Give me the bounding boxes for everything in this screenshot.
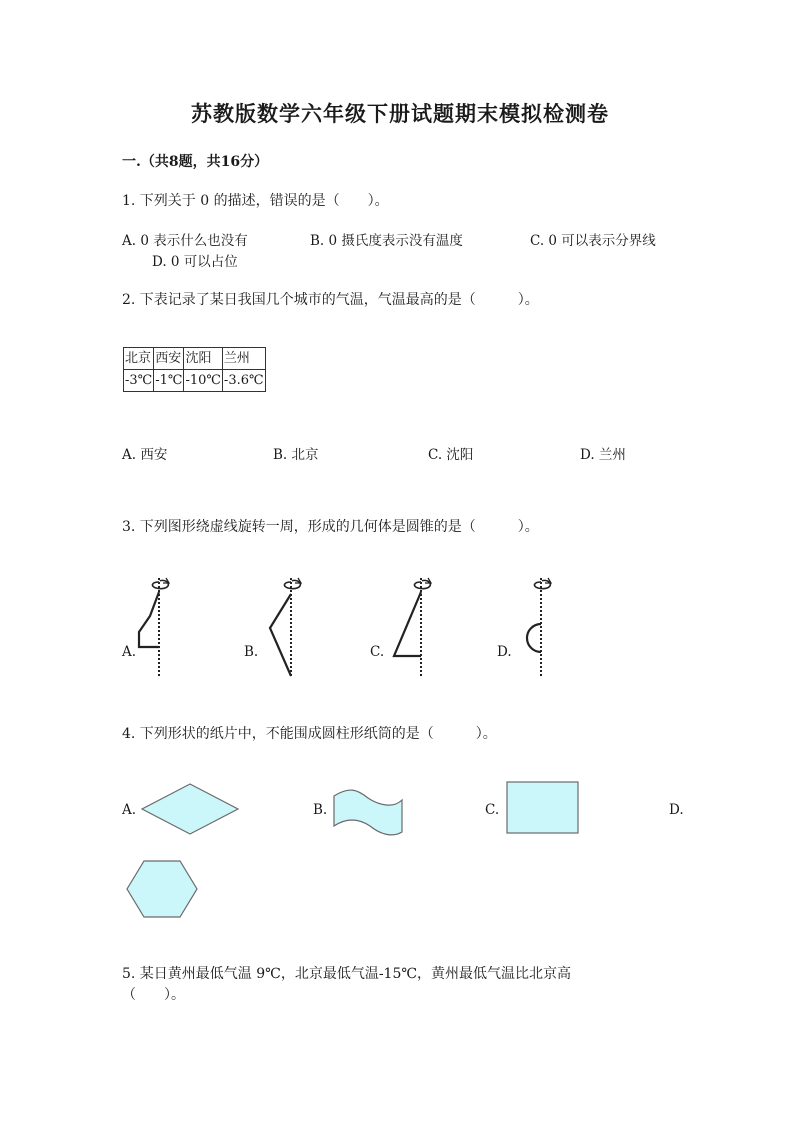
table-cell-city: 兰州 <box>222 348 265 370</box>
table-row <box>124 370 266 392</box>
q4-option-b-label[interactable]: B. <box>313 802 328 818</box>
q4-rectangle-shape <box>505 780 581 836</box>
q3-option-a-label[interactable]: A. <box>122 644 137 660</box>
table-cell-temp: -1℃ <box>154 370 184 392</box>
q1-option-d[interactable]: D. 0 可以占位 <box>152 254 238 270</box>
table-cell-temp: -3.6℃ <box>222 370 265 392</box>
table-cell-city: 西安 <box>154 348 184 370</box>
page-title: 苏教版数学六年级下册试题期末模拟检测卷 <box>191 101 609 126</box>
q3-figure-b <box>262 572 312 680</box>
question-1: 1. 下列关于 0 的描述，错误的是（ ）。 <box>122 193 389 209</box>
q2-option-a[interactable]: A. 西安 <box>122 447 168 463</box>
table-row <box>124 348 266 370</box>
table-cell-city: 北京 <box>124 348 154 370</box>
q4-option-a-label[interactable]: A. <box>122 802 137 818</box>
q1-option-a[interactable]: A. 0 表示什么也没有 <box>122 233 248 249</box>
q1-option-c[interactable]: C. 0 可以表示分界线 <box>530 233 656 249</box>
q4-wavy-shape <box>330 788 408 840</box>
table-cell-temp: -10℃ <box>184 370 222 392</box>
q3-option-d-label[interactable]: D. <box>497 644 512 660</box>
question-4: 4. 下列形状的纸片中，不能围成圆柱形纸筒的是（ ）。 <box>122 726 497 742</box>
section-heading: 一.（共8题，共16分） <box>122 154 269 170</box>
question-3: 3. 下列图形绕虚线旋转一周，形成的几何体是圆锥的是（ ）。 <box>122 519 539 535</box>
q3-option-b-label[interactable]: B. <box>244 644 259 660</box>
question-5: 5. 某日黄州最低气温 9℃，北京最低气温-15℃，黄州最低气温比北京高 <box>122 966 572 982</box>
q4-option-c-label[interactable]: C. <box>485 802 500 818</box>
q2-option-b[interactable]: B. 北京 <box>273 447 319 463</box>
table-cell-temp: -3℃ <box>124 370 154 392</box>
q3-figure-a <box>130 572 180 680</box>
q4-option-d-label[interactable]: D. <box>669 802 684 818</box>
q2-option-c[interactable]: C. 沈阳 <box>428 447 474 463</box>
q3-figure-d <box>512 572 562 680</box>
table-cell-city: 沈阳 <box>184 348 222 370</box>
question-2: 2. 下表记录了某日我国几个城市的气温，气温最高的是（ ）。 <box>122 292 539 308</box>
q4-hexagon-shape <box>123 858 201 922</box>
q2-option-d[interactable]: D. 兰州 <box>580 447 626 463</box>
q4-rhombus-shape <box>140 782 240 838</box>
q3-option-c-label[interactable]: C. <box>370 644 385 660</box>
question-5-blank: （ ）。 <box>122 987 185 1003</box>
temperature-table <box>123 347 266 392</box>
q3-figure-c <box>392 572 442 680</box>
q1-option-b[interactable]: B. 0 摄氏度表示没有温度 <box>310 233 463 249</box>
